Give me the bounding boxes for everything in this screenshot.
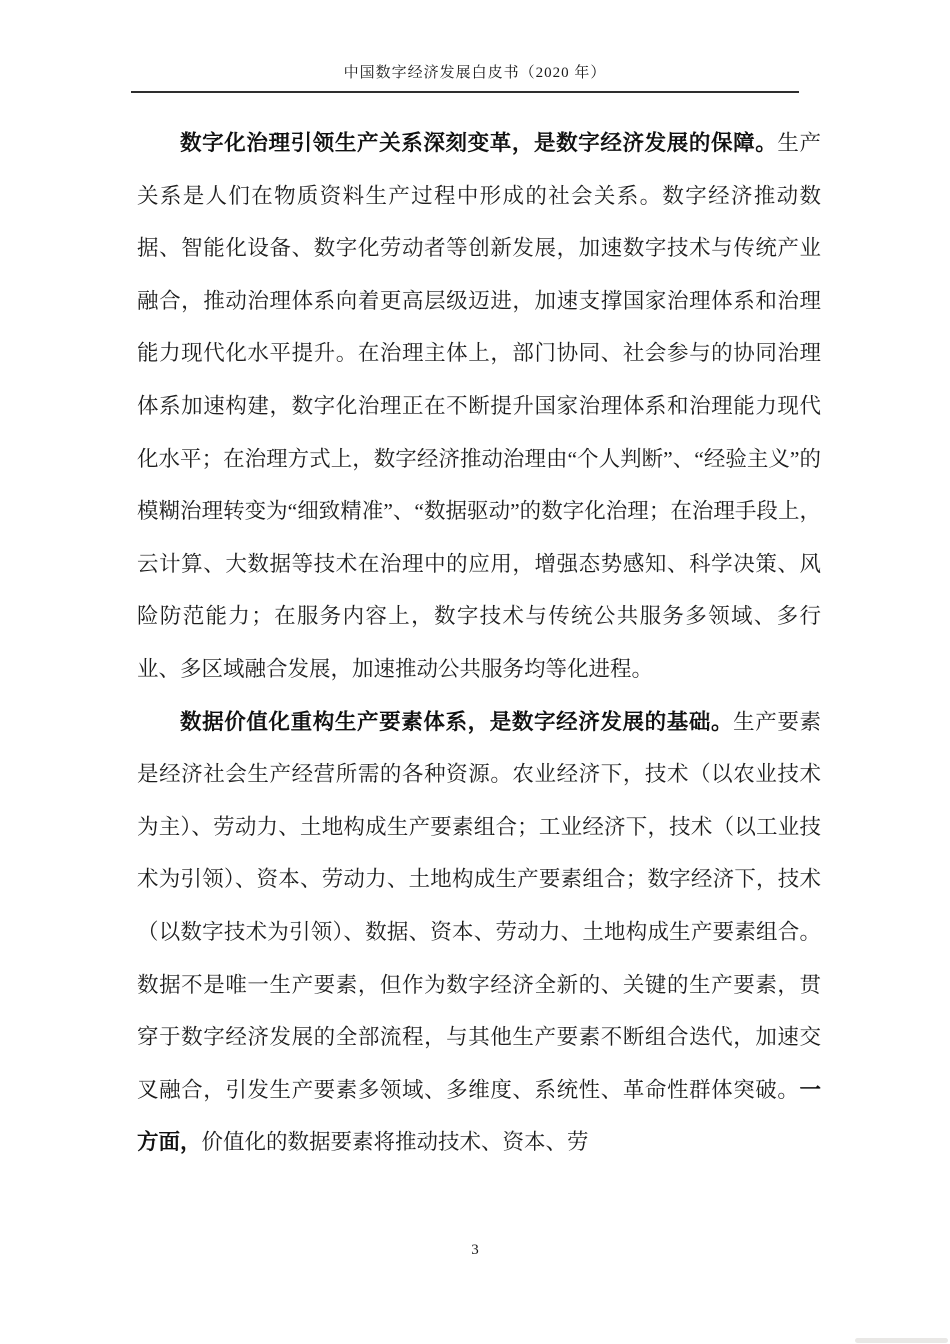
header-divider-rule: [131, 91, 799, 93]
paragraph-tail-text: 价值化的数据要素将推动技术、资本、劳: [201, 1130, 589, 1155]
page-number: 3: [471, 1242, 479, 1258]
document-body: [137, 117, 821, 1169]
horizontal-scrollbar-thumb[interactable]: [855, 1338, 948, 1343]
paragraph-data-valorization: [137, 696, 821, 1169]
paragraph-body-text: 生产要素是经济社会生产经营所需的各种资源。农业经济下，技术（以农业技术为主）、劳动力、土地构成生产要素组合；工业经济下，技术（以工业技术为引领）、资本、劳动力、土地构成生产要素组合；数字经济下，技术（以数字技术为引领）、数据、资本、劳动力、土地构成生产要素组合。数据不是唯一生产要素，但作为数字经济全新的、关键的生产要素，贯穿于数字经济发展的全部流程，与其他生产要素不断组合迭代，加速交叉融合，引发生产要素多领域、多维度、系统性、革命性群体突破。: [137, 709, 821, 1102]
paragraph-lead-bold: 数据价值化重构生产要素体系，是数字经济发展的基础。: [180, 709, 734, 734]
paragraph-body-text: 生产关系是人们在物质资料生产过程中形成的社会关系。数字经济推动数据、智能化设备、数字化劳动者等创新发展，加速数字技术与传统产业融合，推动治理体系向着更高层级迈进，加速支撑国家治理体系和治理能力现代化水平提升。在治理主体上，部门协同、社会参与的协同治理体系加速构建，数字化治理正在不断提升国家治理体系和治理能力现代化水平；在治理方式上，数字经济推动治理由“个人判断”、“经验主义”的模糊治理转变为“细致精准”、“数据驱动”的数字化治理；在治理手段上，云计算、大数据等技术在治理中的应用，增强态势感知、科学决策、风险防范能力；在服务内容上，数字技术与传统公共服务多领域、多行业、多区域融合发展，加速推动公共服务均等化进程。: [137, 131, 821, 681]
paragraph-lead-bold: 数字化治理引领生产关系深刻变革，是数字经济发展的保障。: [180, 131, 778, 155]
paragraph-digital-governance: [137, 117, 821, 696]
page-header-title: 中国数字经济发展白皮书（2020 年）: [343, 65, 607, 81]
paragraph-inline-bold: 一方面，: [137, 1077, 821, 1155]
